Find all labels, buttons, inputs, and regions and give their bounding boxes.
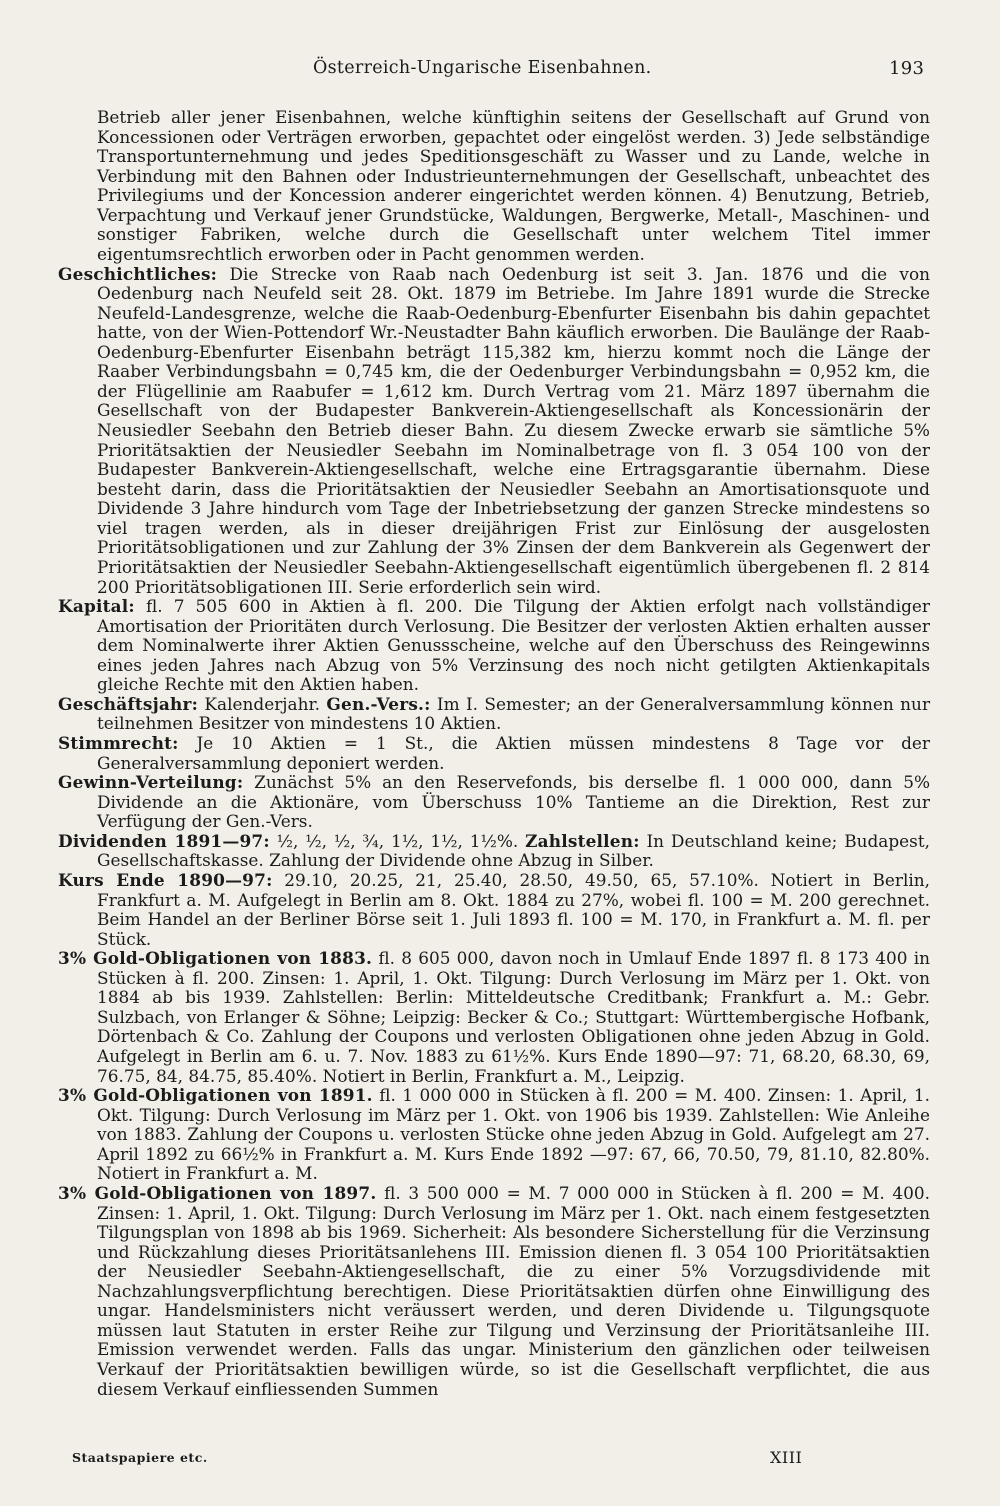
section-heading: 3% Gold-Obligationen von 1897. (58, 1182, 377, 1203)
page-footer (72, 1450, 822, 1472)
page-number: 193 (889, 58, 925, 79)
section-heading: Dividenden 1891—97: (58, 830, 270, 851)
paragraph-text: fl. 1 000 000 in Stücken à fl. 200 = M. 400. Zinsen: 1. April, 1. Okt. Tilgung: Durch Verlosung im März per 1. Okt. von 1906 bis 1939. Zahlstellen: Wie Anleihe von 1883. Zahlung der Coupons u. verlosten Stücke ohne jeden Abzug in Gold. Aufgelegt am 27. April 1892 zu 66½% in Frankfurt a. M. Kurs Ende 1892 —97: 67, 66, 70.50, 79, 81.10, 82.80%. Notiert in Frankfurt a. M. (97, 1085, 930, 1184)
paragraph-text: Kalenderjahr. (198, 693, 327, 714)
paragraph-text: fl. 8 605 000, davon noch in Umlauf Ende 1897 fl. 8 173 400 in Stücken à fl. 200. Zinsen: 1. April, 1. Okt. Tilgung: Durch Verlosung im März per 1. Okt. von 1884 ab bis 1939. Zahlstellen: Berlin: Mitteldeutsche Creditbank; Frankfurt a. M.: Gebr. Sulzbach, von Erlanger & Söhne; Leipzig: Becker & Co.; Stuttgart: Württembergische Hofbank, Dörtenbach & Co. Zahlung der Coupons und verlosten Obligationen ohne jeden Abzug in Gold. Aufgelegt in Berlin am 6. u. 7. Nov. 1883 zu 61½%. Kurs Ende 1890—97: 71, 68.20, 68.30, 69, 76.75, 84, 84.75, 85.40%. Notiert in Berlin, Frankfurt a. M., Leipzig. (97, 948, 930, 1086)
paragraph-dividends (58, 832, 930, 871)
paragraph-gold-bonds-1897 (58, 1184, 930, 1399)
section-heading: Stimmrecht: (58, 733, 179, 753)
paragraph-text: Die Strecke von Raab nach Oedenburg ist seit 3. Jan. 1876 und die von Oedenburg nach Neufeld seit 28. Okt. 1879 im Betriebe. Im Jahre 1891 wurde die Strecke Neufeld-Landesgrenze, welche die Raab-Oedenburg-Ebenfurter Eisenbahn bis dahin gepachtet hatte, von der Wien-Pottendorf Wr.-Neustadter Bahn käuflich erworben. Die Baulänge der Raab-Oedenburg-Ebenfurter Eisenbahn beträgt 115,382 km, hierzu kommt noch die Länge der Raaber Verbindungsbahn = 0,745 km, die der Oedenburger Verbindungsbahn = 0,952 km, die der Flügellinie am Raabufer = 1,612 km. Durch Vertrag vom 21. März 1897 übernahm die Gesellschaft von der Budapester Bankverein-Aktiengesellschaft als Koncessionärin der Neusiedler Seebahn den Betrieb dieser Bahn. Zu diesem Zwecke erwarb sie sämtliche 5% Prioritätsaktien der Neusiedler Seebahn im Nominalbetrage von fl. 3 054 100 von der Budapester Bankverein-Aktiengesellschaft, welche eine Ertragsgarantie übernahm. Diese besteht darin, dass die Prioritätsaktien der Neusiedler Seebahn an Amortisationsquote und Dividende 3 Jahre hindurch vom Tage der Inbetriebsetzung der ganzen Strecke mindestens so viel tragen werden, als in dieser dreijährigen Frist zur Einlösung der ausgelosten Prioritätsobligationen und zur Zahlung der 3% Zinsen der dem Bankverein als Gegenwert der Prioritätsaktien der Neusiedler Seebahn-Aktiengesellschaft eigentümlich übergebenen fl. 2 814 200 Prioritätsobligationen III. Serie erforderlich sein wird. (97, 263, 930, 597)
paragraph-text: fl. 3 500 000 = M. 7 000 000 in Stücken à fl. 200 = M. 400. Zinsen: 1. April, 1. Okt. Tilgung: Durch Verlosung im März per 1. Okt. nach einem festgesetzten Tilgungsplan von 1898 ab bis 1969. Sicherheit: Als besondere Sicherstellung für die Verzinsung und Rückzahlung dieses Prioritätsanlehens III. Emission dienen fl. 3 054 100 Prioritätsaktien der Neusiedler Seebahn-Aktiengesellschaft, die zu einer 5% Vorzugsdividende mit Nachzahlungsverpflichtung berechtigen. Diese Prioritätsaktien dürfen ohne Einwilligung des ungar. Handelsministers nicht veräussert werden, und deren Dividende u. Tilgungsquote müssen laut Statuten in erster Reihe zur Tilgung und Verzinsung der Prioritätsanleihe III. Emission verwendet werden. Falls das ungar. Ministerium den gänzlichen oder teilweisen Verkauf der Prioritätsaktien bewilligen würde, so ist die Gesellschaft verpflichtet, die aus diesem Verkauf einfliessenden Summen (97, 1182, 930, 1399)
section-heading: 3% Gold-Obligationen von 1891. (58, 1085, 373, 1106)
section-heading: Gen.-Vers.: (326, 693, 431, 714)
section-heading: Gewinn-Verteilung: (58, 772, 244, 793)
paragraph-operations (58, 108, 930, 265)
signature-mark: XIII (770, 1448, 803, 1467)
section-heading: Kurs Ende 1890—97: (58, 869, 273, 890)
paragraph-fiscal-year (58, 695, 930, 734)
paragraph-text: Betrieb aller jener Eisenbahnen, welche künftighin seitens der Gesellschaft auf Grund von Koncessionen oder Verträgen erworben, gepachtet oder eingelöst werden. 3) Jede selbständige Transportunternehmung und jedes Speditionsgeschäft zu Wasser und zu Lande, welche in Verbindung mit den Bahnen oder Industrieunternehmungen der Gesellschaft, unbeachtet des Privilegiums und der Koncession anderer eingerichtet werden können. 4) Benutzung, Betrieb, Verpachtung und Verkauf jener Grundstücke, Waldungen, Bergwerke, Metall-, Maschinen- und sonstiger Fabriken, welche durch die Gesellschaft unter welchem Titel immer eigentumsrechtlich erworben oder in Pacht genommen werden. (97, 107, 930, 264)
paragraph-voting-rights (58, 734, 930, 773)
paragraph-text: fl. 7 505 600 in Aktien à fl. 200. Die Tilgung der Aktien erfolgt nach vollständiger Amortisation der Prioritäten durch Verlosung. Die Besitzer der verlosten Aktien erhalten ausser dem Nominalwerte ihrer Aktien Genussscheine, welche auf den Überschuss des Reingewinns eines jeden Jahres nach Abzug von 5% Verzinsung des noch nicht getilgten Aktienkapitals gleiche Rechte mit den Aktien haben. (97, 596, 930, 695)
paragraph-capital (58, 597, 930, 695)
paragraph-gold-bonds-1891 (58, 1086, 930, 1184)
section-heading: Geschäftsjahr: (58, 693, 199, 714)
page-body (58, 108, 930, 1399)
paragraph-history (58, 265, 930, 598)
section-heading: Kapital: (58, 596, 135, 617)
paragraph-text: Zunächst 5% an den Reservefonds, bis derselbe fl. 1 000 000, dann 5% Dividende an die Aktionäre, vom Überschuss 10% Tantieme an die Direktion, Rest zur Verfügung der Gen.-Vers. (97, 772, 930, 832)
paragraph-text: In Deutschland keine; Budapest, Gesellschaftskasse. Zahlung der Dividende ohne Abzug in Silber. (97, 830, 930, 871)
footer-label: Staatspapiere etc. (72, 1450, 208, 1465)
running-head (0, 58, 1000, 82)
section-heading: Zahlstellen: (525, 830, 640, 851)
paragraph-profit-distribution (58, 773, 930, 832)
paragraph-text: Im I. Semester; an der Generalversammlung können nur teilnehmen Besitzer von mindestens 10 Aktien. (97, 693, 931, 734)
paragraph-share-prices (58, 871, 930, 949)
paragraph-text: 29.10, 20.25, 21, 25.40, 28.50, 49.50, 65, 57.10%. Notiert in Berlin, Frankfurt a. M. Aufgelegt in Berlin am 8. Okt. 1884 zu 27%, wobei fl. 100 = M. 200 gerechnet. Beim Handel an der Berliner Börse seit 1. Juli 1893 fl. 100 = M. 170, in Frankfurt a. M. fl. per Stück. (97, 869, 930, 949)
paragraph-text: ½, ½, ½, ¾, 1½, 1½, 1½%. (269, 830, 526, 851)
section-heading: 3% Gold-Obligationen von 1883. (58, 948, 373, 969)
section-heading: Geschichtliches: (58, 263, 218, 284)
paragraph-text: Je 10 Aktien = 1 St., die Aktien müssen mindestens 8 Tage vor der Generalversammlung deponiert werden. (97, 733, 930, 773)
paragraph-gold-bonds-1883 (58, 949, 930, 1086)
running-title: Österreich-Ungarische Eisenbahnen. (313, 58, 652, 78)
